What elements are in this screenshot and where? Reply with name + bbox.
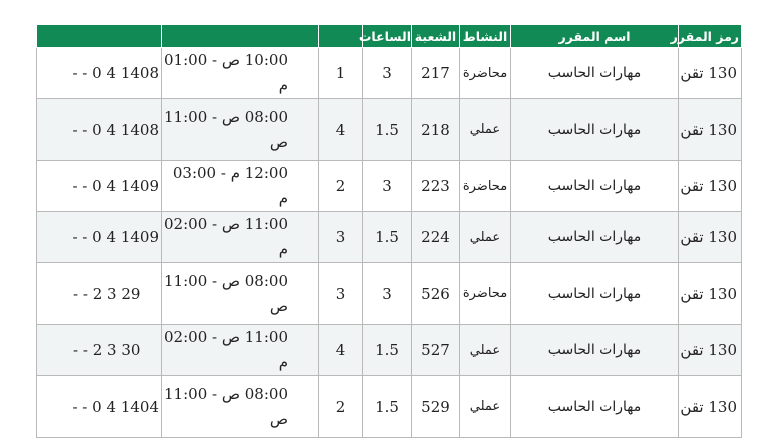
course-code-cell: 130 تقن <box>679 376 742 438</box>
course-name-cell: مهارات الحاسب <box>511 325 679 376</box>
day-cell: 2 <box>319 161 363 212</box>
table-row <box>37 325 742 376</box>
activity-cell: عملي <box>460 376 511 438</box>
header-hours: الساعات <box>363 25 412 48</box>
hours-cell: 1.5 <box>363 212 412 263</box>
header-course-name: اسم المقرر <box>511 25 679 48</box>
course-name-cell: مهارات الحاسب <box>511 48 679 99</box>
room-cell: 29 3 2 - - <box>37 263 162 325</box>
hours-cell: 1.5 <box>363 99 412 161</box>
hours-cell: 1.5 <box>363 376 412 438</box>
room-cell: 1408 4 0 - - <box>37 48 162 99</box>
header-room <box>37 25 162 48</box>
activity-cell: محاضرة <box>460 161 511 212</box>
course-code-cell: 130 تقن <box>679 161 742 212</box>
course-code-cell: 130 تقن <box>679 48 742 99</box>
hours-cell: 3 <box>363 161 412 212</box>
room-cell: 1409 4 0 - - <box>37 212 162 263</box>
table-row <box>37 161 742 212</box>
table-body <box>37 48 742 438</box>
table-row <box>37 99 742 161</box>
course-name-cell: مهارات الحاسب <box>511 263 679 325</box>
day-cell: 1 <box>319 48 363 99</box>
course-schedule-table <box>36 24 742 438</box>
section-cell: 224 <box>412 212 460 263</box>
time-cell: 08:00 ص - 11:00 ص <box>162 263 319 325</box>
header-time <box>162 25 319 48</box>
section-cell: 527 <box>412 325 460 376</box>
header-section: الشعبة <box>412 25 460 48</box>
course-code-cell: 130 تقن <box>679 325 742 376</box>
day-cell: 4 <box>319 325 363 376</box>
header-activity: النشاط <box>460 25 511 48</box>
table-row <box>37 48 742 99</box>
time-cell: 11:00 ص - 02:00 م <box>162 325 319 376</box>
activity-cell: عملي <box>460 99 511 161</box>
section-cell: 529 <box>412 376 460 438</box>
room-cell: 1409 4 0 - - <box>37 161 162 212</box>
table-row <box>37 376 742 438</box>
section-cell: 526 <box>412 263 460 325</box>
time-cell: 10:00 ص - 01:00 م <box>162 48 319 99</box>
hours-cell: 1.5 <box>363 325 412 376</box>
course-name-cell: مهارات الحاسب <box>511 99 679 161</box>
table-header <box>37 25 742 48</box>
section-cell: 218 <box>412 99 460 161</box>
time-cell: 11:00 ص - 02:00 م <box>162 212 319 263</box>
room-cell: 1408 4 0 - - <box>37 99 162 161</box>
header-row <box>37 25 742 48</box>
table-row <box>37 212 742 263</box>
day-cell: 3 <box>319 212 363 263</box>
hours-cell: 3 <box>363 263 412 325</box>
section-cell: 217 <box>412 48 460 99</box>
course-name-cell: مهارات الحاسب <box>511 212 679 263</box>
section-cell: 223 <box>412 161 460 212</box>
activity-cell: محاضرة <box>460 48 511 99</box>
schedule-container <box>36 24 741 438</box>
day-cell: 3 <box>319 263 363 325</box>
course-name-cell: مهارات الحاسب <box>511 376 679 438</box>
activity-cell: عملي <box>460 212 511 263</box>
table-row <box>37 263 742 325</box>
activity-cell: عملي <box>460 325 511 376</box>
activity-cell: محاضرة <box>460 263 511 325</box>
time-cell: 08:00 ص - 11:00 ص <box>162 376 319 438</box>
time-cell: 12:00 م - 03:00 م <box>162 161 319 212</box>
time-cell: 08:00 ص - 11:00 ص <box>162 99 319 161</box>
course-name-cell: مهارات الحاسب <box>511 161 679 212</box>
day-cell: 4 <box>319 99 363 161</box>
header-day <box>319 25 363 48</box>
room-cell: 1404 4 0 - - <box>37 376 162 438</box>
course-code-cell: 130 تقن <box>679 263 742 325</box>
room-cell: 30 3 2 - - <box>37 325 162 376</box>
course-code-cell: 130 تقن <box>679 212 742 263</box>
hours-cell: 3 <box>363 48 412 99</box>
day-cell: 2 <box>319 376 363 438</box>
course-code-cell: 130 تقن <box>679 99 742 161</box>
header-course-code: رمز المقرر <box>679 25 742 48</box>
